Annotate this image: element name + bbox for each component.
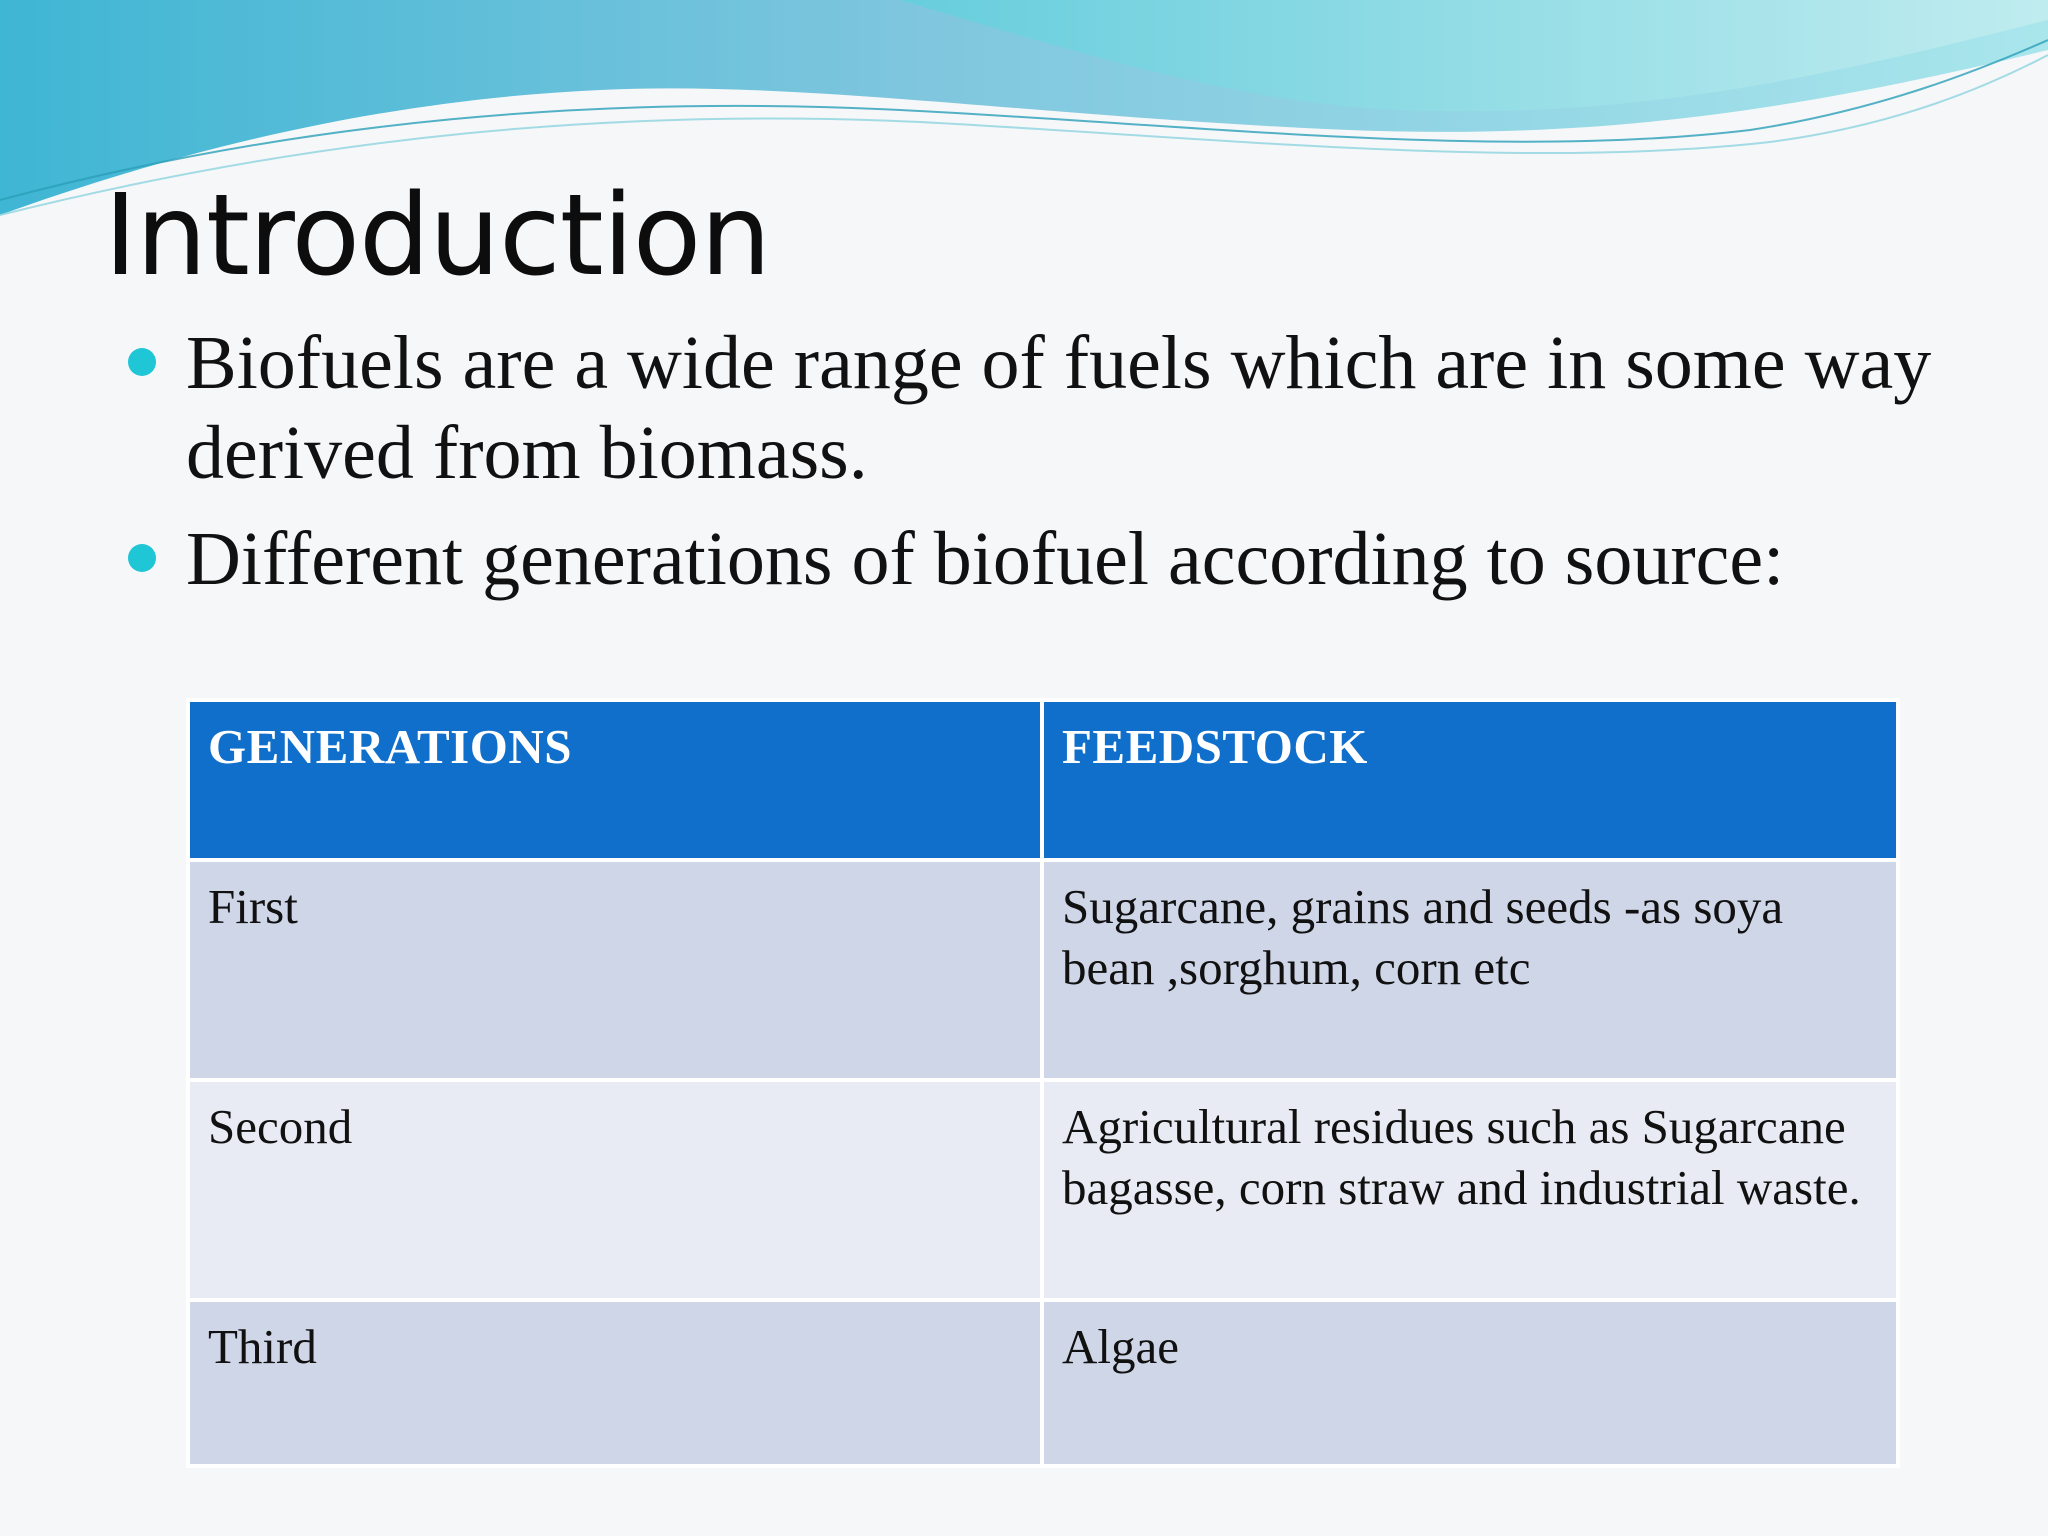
bullet-dot-icon bbox=[128, 348, 156, 376]
bullet-item bbox=[128, 514, 1968, 604]
table-row bbox=[188, 1300, 1898, 1466]
generation-cell: First bbox=[188, 860, 1042, 1080]
column-header-feedstock: FEEDSTOCK bbox=[1042, 700, 1898, 860]
generations-table bbox=[186, 698, 1900, 1468]
feedstock-cell: Sugarcane, grains and seeds -as soya bean ,sorghum, corn etc bbox=[1042, 860, 1898, 1080]
bullet-text: Biofuels are a wide range of fuels which are in some way derived from biomass. bbox=[186, 321, 1932, 495]
table-header-row bbox=[188, 700, 1898, 860]
generation-cell: Third bbox=[188, 1300, 1042, 1466]
generation-cell: Second bbox=[188, 1080, 1042, 1300]
column-header-generations: GENERATIONS bbox=[188, 700, 1042, 860]
table-row bbox=[188, 1080, 1898, 1300]
table-row bbox=[188, 860, 1898, 1080]
feedstock-cell: Agricultural residues such as Sugarcane bagasse, corn straw and industrial waste. bbox=[1042, 1080, 1898, 1300]
slide-title: Introduction bbox=[104, 171, 771, 301]
bullet-text: Different generations of biofuel according to source: bbox=[186, 517, 1785, 601]
feedstock-cell: Algae bbox=[1042, 1300, 1898, 1466]
bullet-item bbox=[128, 318, 1968, 498]
bullet-list bbox=[128, 318, 1968, 620]
bullet-dot-icon bbox=[128, 544, 156, 572]
